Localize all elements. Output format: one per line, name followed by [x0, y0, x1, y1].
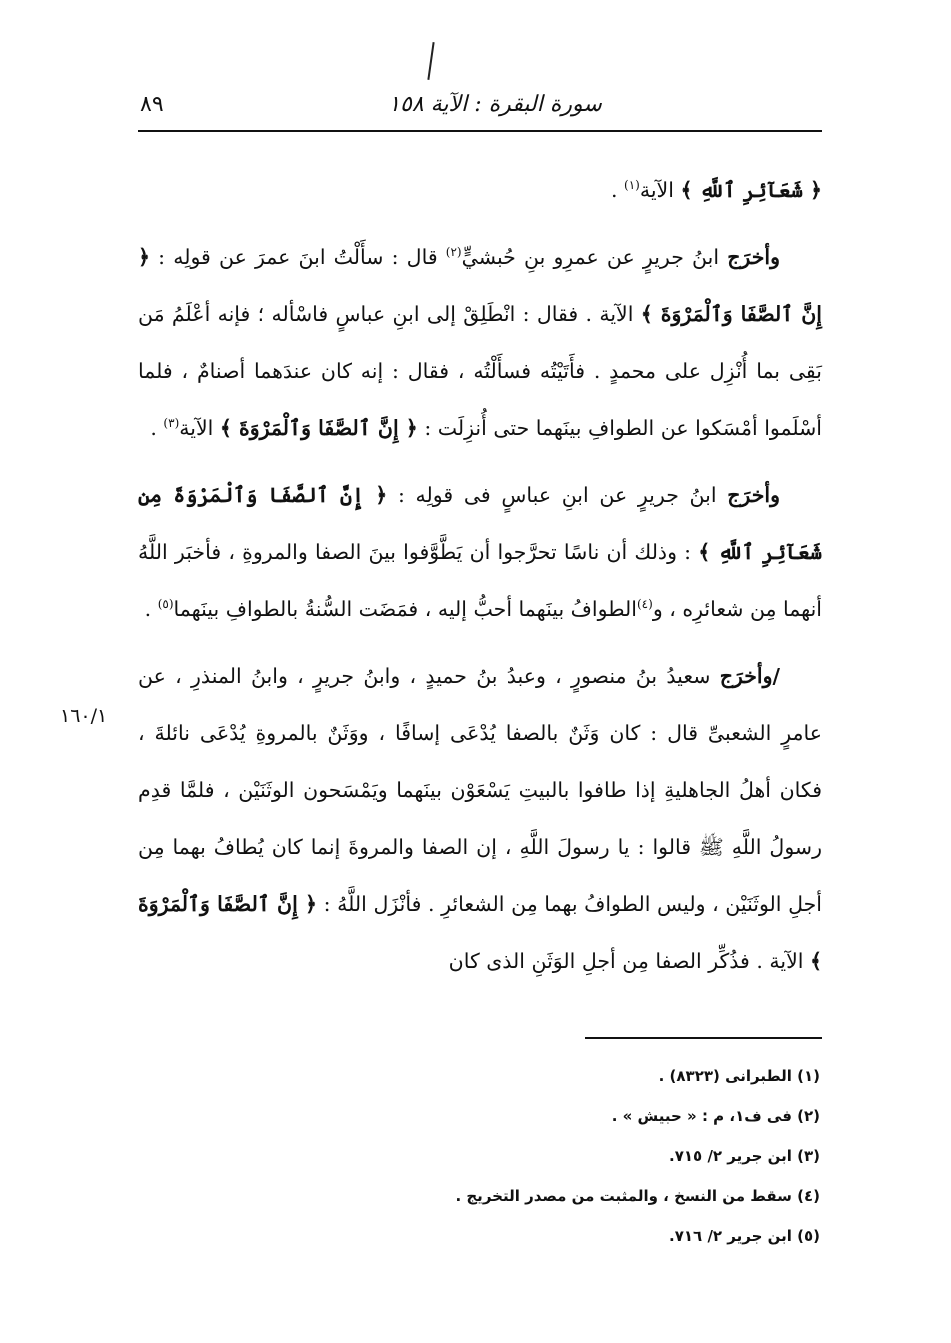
quran-verse: ﴿ إِنَّ ٱلصَّفَا وَٱلْمَرْوَةَ ﴾	[138, 245, 822, 326]
main-text	[138, 162, 822, 990]
paragraph-text: قال : سأَلْتُ ابنَ عمرَ عن قولِه :	[150, 245, 446, 269]
footnote-marker: (١)	[624, 178, 640, 193]
quran-verse: ﴿ إِنَّ ٱلصَّفَا وَٱلْمَرْوَةَ ﴾	[138, 892, 822, 973]
paragraph-text: الطوافُ بينَهما أحبُّ إليه ، فمَضَت السُّنةُ بالطوافِ بينَهما	[173, 597, 637, 621]
header-divider	[138, 130, 822, 132]
paragraph-lead: وأخرَج	[727, 245, 780, 269]
footnotes	[400, 1056, 820, 1256]
paragraph-end: .	[150, 416, 164, 440]
page-header	[140, 92, 820, 126]
paragraph-text: الآية	[179, 416, 220, 440]
top-mark	[427, 42, 434, 80]
footnote-marker: (٣)	[163, 416, 180, 431]
footnote-marker: (٤)	[636, 597, 653, 612]
quran-verse: ﴿ شَعَآئِرِ ٱللَّهِ ﴾	[680, 178, 822, 202]
paragraph-text: ابنُ جريرٍ عن ابنِ عباسٍ فى قولِه :	[387, 483, 728, 507]
paragraph-4	[138, 648, 822, 990]
paragraph-lead: /وأخرَج	[719, 664, 780, 688]
paragraph-2	[138, 229, 822, 457]
paragraph-text: الآية . فذُكِّر الصفا مِن أجلِ الوَثَنِ الذى كان	[448, 949, 810, 973]
paragraph-lead: وأخرَج	[727, 483, 780, 507]
paragraph-text: ابنُ جريرٍ عن عمرِو بنِ حُبشيٍّ	[461, 245, 728, 269]
footnote-5: (٥) ابن جرير ٢/ ٧١٦.	[669, 1227, 820, 1245]
quran-verse: ﴿ إِنَّ ٱلصَّفَا وَٱلْمَرْوَةَ مِن شَعَآئِرِ ٱللَّهِ ﴾	[138, 483, 822, 564]
page-number: ٨٩	[140, 92, 164, 117]
footnote-4: (٤) سقط من النسخ ، والمثبت من مصدر التخريج .	[455, 1187, 820, 1205]
paragraph-text: الآية	[639, 178, 681, 202]
margin-reference: ١٦٠/١	[60, 705, 108, 727]
paragraph-text: : وذلك أن ناسًا تحرَّجوا أن يَطَّوَّفوا بينَ الصفا والمروةِ ، فأخبَر اللَّهُ أنهما مِن شعائرِه ، و	[138, 540, 822, 621]
footnote-1: (١) الطبرانى (٨٣٢٣) .	[658, 1067, 820, 1085]
running-title: سورة البقرة : الآية ١٥٨	[388, 92, 602, 117]
paragraph-1	[138, 162, 822, 219]
footnote-marker: (٢)	[445, 245, 462, 260]
footnote-2: (٢) فى ف١، م : « حبيش » .	[611, 1107, 820, 1125]
paragraph-3	[138, 467, 822, 638]
footnote-divider	[585, 1037, 822, 1039]
footnote-3: (٣) ابن جرير ٢/ ٧١٥.	[669, 1147, 820, 1165]
quran-verse: ﴿ إِنَّ ٱلصَّفَا وَٱلْمَرْوَةَ ﴾	[219, 416, 418, 440]
paragraph-end: .	[144, 597, 158, 621]
paragraph-end: .	[610, 178, 625, 202]
paragraph-text: سعيدُ بنُ منصورٍ ، وعبدُ بنُ حميدٍ ، وابنُ جريرٍ ، وابنُ المنذرِ ، عن عامرٍ الشعبىِّ قال : كان وَثَنٌ بالصفا يُدْعَى إسافًا ، ووَثَنٌ بالمروةِ يُدْعَى نائلةَ ، فكان أهلُ الجاهليةِ إذا طافوا بالبيتِ يَسْعَوْن بينَهما ويَمْسَحون الوثَنَيْن ، فلمَّا قدِم رسولُ اللَّهِ ﷺ قالوا : يا رسولَ اللَّهِ ، إن الصفا والمروةَ إنما كان يُطافُ بهما مِن أجلِ الوثَنَيْن ، وليس الطوافُ بهما مِن الشعائرِ . فأنْزَل اللَّهُ :	[138, 664, 822, 916]
paragraph-text: الآية . فقال : انْطَلِقْ إلى ابنِ عباسٍ فاسْأله ؛ فإنه أعْلَمُ مَن بَقِى بما أُنْزِل على محمدٍ . فأَتَيْتُه فسأَلْتُه ، فقال : إنه كان عندَهما أصنامٌ ، فلما أسْلَموا أمْسَكوا عن الطوافِ بينَهما حتى أُنزِلَت :	[138, 302, 822, 440]
footnote-marker: (٥)	[157, 597, 174, 612]
